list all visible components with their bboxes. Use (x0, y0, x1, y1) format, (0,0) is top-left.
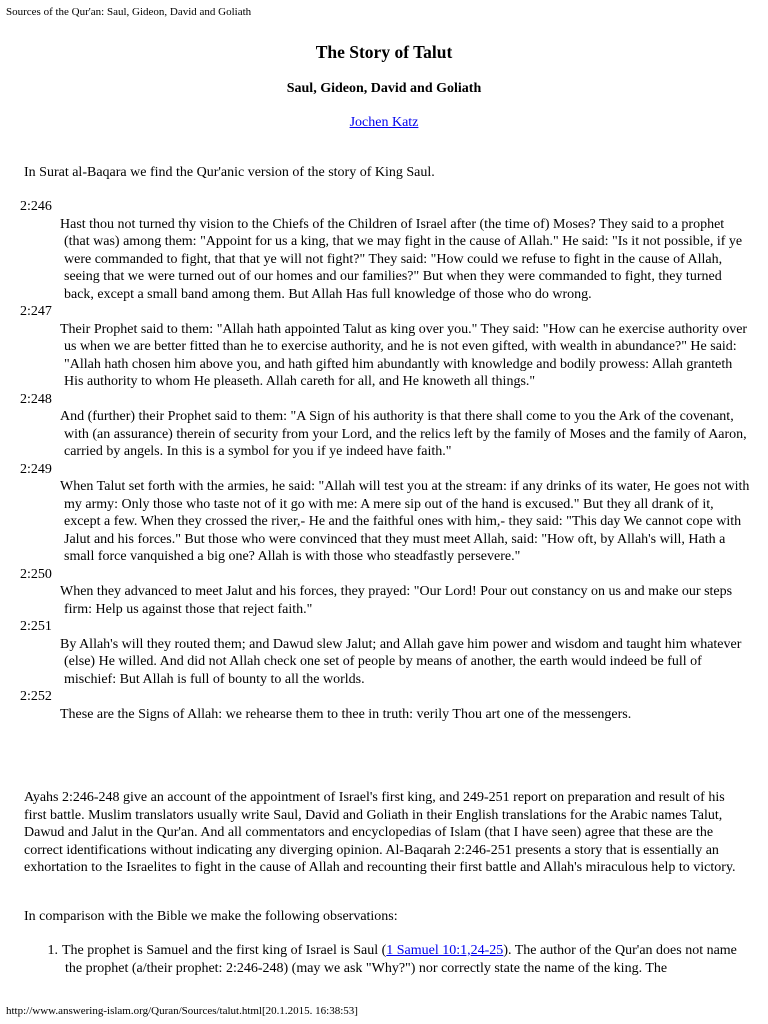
verse-text: And (further) their Prophet said to them: "A Sign of his authority is that there shall come to you the Ark of the covenant, with (an assurance) therein of security from your Lord, and the relics left by the family of Moses and the family of Aaron, carried by angels. In this is a symbol for you if ye indeed have faith." (60, 409, 747, 459)
bible-reference-link[interactable]: 1 Samuel 10:1,24-25 (386, 943, 504, 958)
verse-text: Hast thou not turned thy vision to the Chiefs of the Children of Israel after (the time of) Moses? They said to a prophet (that was) among them: "Appoint for us a king, that we may fight in the cause of Allah." He said: "Is it not possible, if ye were commanded to fight, that that ye will not fight?" They said: "How could we refuse to fight in the cause of Allah, seeing that we were turned out of our homes and our families?" But when they were commanded to fight, they turned back, except a small band among them. But Allah Has full knowledge of those who do wrong. (60, 216, 743, 302)
comparison-intro: In comparison with the Bible we make the following observations: (24, 909, 398, 924)
verse-number: 2:247 (20, 304, 52, 319)
page-subtitle: Saul, Gideon, David and Goliath (286, 81, 482, 96)
observation-text-end: ). The author of the Qur'an does not name the prophet (a/their prophet: 2:246-248) (may we ask "Why?") nor correctly state the name of the king. The (65, 943, 737, 976)
observation-text-start: The prophet is Samuel and the first king of Israel is Saul ( (62, 943, 387, 958)
verse-number: 2:249 (20, 461, 52, 477)
verse-text: When Talut set forth with the armies, he said: "Allah will test you at the stream: if any drinks of its water, He goes not with my army: Only those who taste not of it go with me: A mere sip out of the hand is excused." But they all drank of it, except a few. When they crossed the river,- He and the faithful ones with him,- they said: "This day We cannot cope with Jalut and his forces." But those who were convinced that they must meet Allah, said: "How oft, by Allah's will, Hath a small force vanquished a big one? Allah is with those who steadfastly persevere." (60, 479, 750, 564)
verse-text: Their Prophet said to them: "Allah hath appointed Talut as king over you." They said: "How can he exercise authority over us when we are better fitted than he to exercise authority, and he is not even gifted, with wealth in abundance?" He said: "Allah hath chosen him above you, and hath gifted him abundantly with knowledge and bodily prowess: Allah granteth His authority to whom He pleaseth. Allah careth for all, and He knoweth all things." (60, 321, 748, 389)
author-link[interactable]: Jochen Katz (349, 115, 419, 130)
verse-number: 2:252 (20, 689, 52, 704)
observations-list (24, 942, 748, 977)
intro-paragraph: In Surat al-Baqara we find the Qur'anic version of the story of King Saul. (24, 165, 435, 180)
url-footer: http://www.answering-islam.org/Quran/Sources/talut.html[20.1.2015. 16:38:53] (6, 1005, 358, 1017)
verse-text: By Allah's will they routed them; and Dawud slew Jalut; and Allah gave him power and wisdom and taught him whatever (else) He willed. And did not Allah check one set of people by means of another, the earth would indeed be full of mischief: But Allah is full of bounty to all the worlds. (60, 636, 742, 687)
verse-number: 2:248 (20, 391, 52, 407)
list-item (24, 942, 748, 977)
author-byline (0, 114, 768, 132)
analysis-paragraph: Ayahs 2:246-248 give an account of the appointment of Israel's first king, and 249-251 report on preparation and result of his first battle. Muslim translators usually write Saul, David and Goliath in their English translations for the Arabic names Talut, Dawud and Jalut in the Qur'an. And all commentators and encyclopedias of Islam (that I have seen) agree that these are the correct identifications without indicating any diverging opinion. Al-Baqarah 2:246-251 presents a story that is essentially an exhortation to the Israelites to fight in the cause of Allah and recounting their first battle and Allah's miraculous help to victory. (24, 790, 736, 875)
verse-number: 2:251 (20, 619, 52, 634)
verse-text: When they advanced to meet Jalut and his forces, they prayed: "Our Lord! Pour out constancy on us and make our steps firm: Help us against those that reject faith." (60, 584, 733, 617)
verse-number: 2:246 (20, 199, 52, 214)
list-item-number: 1. (47, 943, 58, 958)
verse-number: 2:250 (20, 566, 52, 582)
verse-list (20, 198, 750, 723)
list-item-text (62, 942, 748, 977)
verse-text: These are the Signs of Allah: we rehearse them to thee in truth: verily Thou art one of the messengers. (60, 706, 632, 722)
page-title: The Story of Talut (315, 42, 453, 62)
running-header: Sources of the Qur'an: Saul, Gideon, David and Goliath (6, 6, 252, 18)
